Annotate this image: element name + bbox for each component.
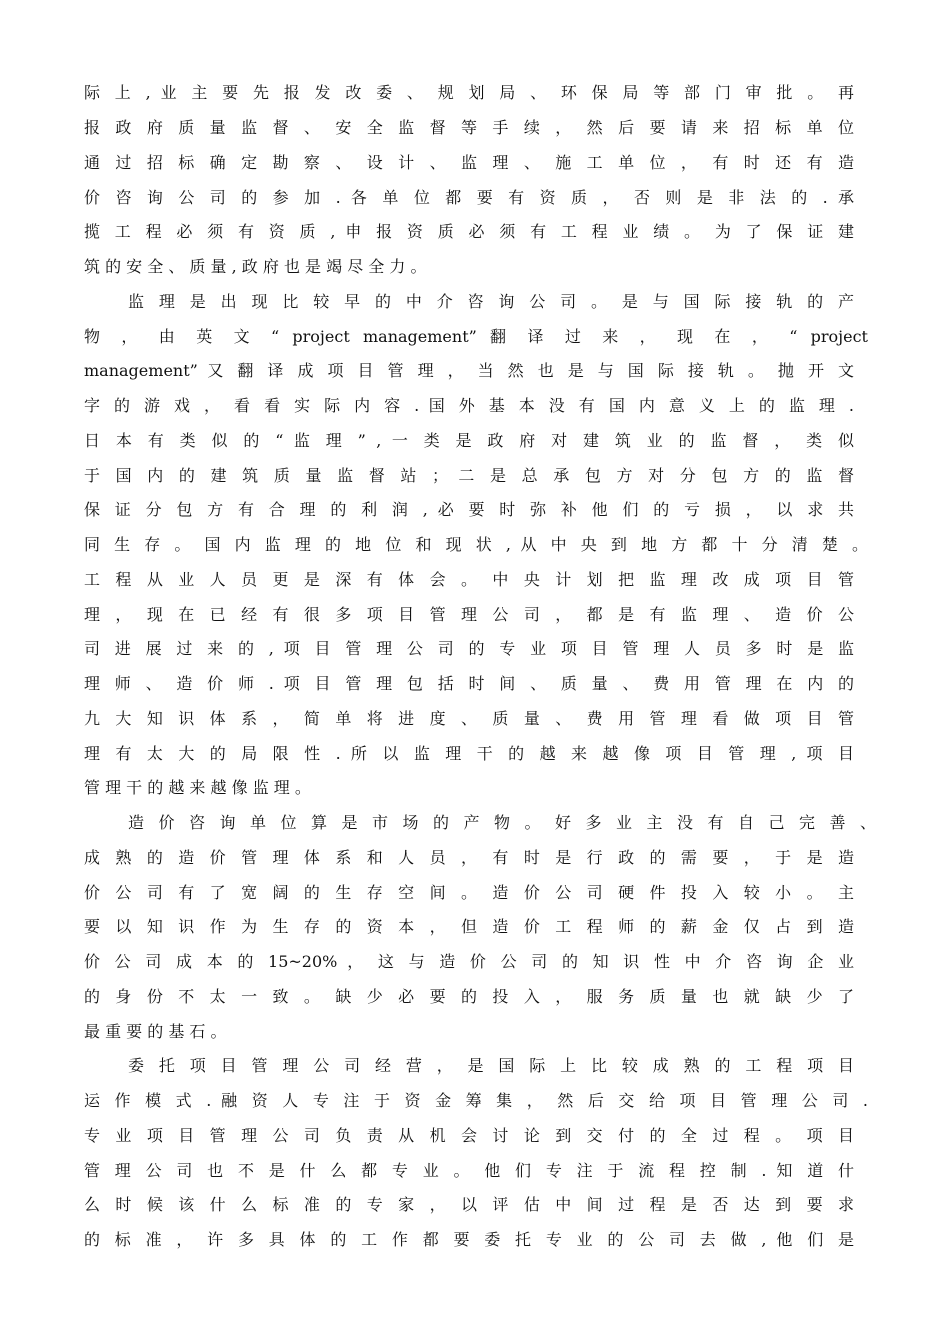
text-line: 么 时 候 该 什 么 标 准 的 专 家 ， 以 评 估 中 间 过 程 是 否 达 到 要 求: [84, 1195, 854, 1214]
text-line: 九 大 知 识 体 系 ， 简 单 将 进 度 、 质 量 、 费 用 管 理 看 做 项 目 管: [84, 709, 854, 728]
text-line: 最 重 要 的 基 石 。: [84, 1022, 227, 1041]
text-line: 司 进 展 过 来 的 , 项 目 管 理 公 司 的 专 业 项 目 管 理 人 员 多 时 是 监: [84, 639, 854, 658]
text-line: 物 ， 由 英 文 “ project management” 翻 译 过 来 ， 现 在 ， “ project: [84, 327, 868, 346]
text-line: 日 本 有 类 似 的 “ 监 理 ” , 一 类 是 政 府 对 建 筑 业 的 监 督 ， 类 似: [84, 431, 854, 450]
text-line: 理 师 、 造 价 师 . 项 目 管 理 包 括 时 间 、 质 量 、 费 用 管 理 在 内 的: [84, 674, 854, 693]
text-line: 的 标 准 ， 许 多 具 体 的 工 作 都 要 委 托 专 业 的 公 司 去 做 , 他 们 是: [84, 1230, 854, 1249]
text-line: 揽 工 程 必 须 有 资 质 , 申 报 资 质 必 须 有 工 程 业 绩 。 为 了 保 证 建: [84, 222, 854, 241]
paragraph-first-line: 造 价 咨 询 单 位 算 是 市 场 的 产 物 。 好 多 业 主 没 有 自 己 完 善 、: [128, 813, 876, 832]
text-line: 际 上 , 业 主 要 先 报 发 改 委 、 规 划 局 、 环 保 局 等 部 门 审 批 。 再: [84, 83, 854, 102]
text-line: 同 生 存 。 国 内 监 理 的 地 位 和 现 状 , 从 中 央 到 地 方 都 十 分 清 楚 。: [84, 535, 868, 554]
text-line: management” 又 翻 译 成 项 目 管 理 ， 当 然 也 是 与 国 际 接 轨 。 抛 开 文: [84, 361, 854, 380]
text-line: 的 身 份 不 太 一 致 。 缺 少 必 要 的 投 入 ， 服 务 质 量 也 就 缺 少 了: [84, 987, 854, 1006]
text-line: 保 证 分 包 方 有 合 理 的 利 润 , 必 要 时 弥 补 他 们 的 亏 损 ， 以 求 共: [84, 500, 854, 519]
text-line: 于 国 内 的 建 筑 质 量 监 督 站 ； 二 是 总 承 包 方 对 分 包 方 的 监 督: [84, 466, 854, 485]
text-line: 运 作 模 式 . 融 资 人 专 注 于 资 金 筹 集 ， 然 后 交 给 项 目 管 理 公 司 .: [84, 1091, 868, 1110]
paragraph-first-line: 监 理 是 出 现 比 较 早 的 中 介 咨 询 公 司 。 是 与 国 际 接 轨 的 产: [128, 292, 854, 311]
paragraph-first-line: 委 托 项 目 管 理 公 司 经 营 ， 是 国 际 上 比 较 成 熟 的 工 程 项 目: [128, 1056, 854, 1075]
text-line: 筑 的 安 全 、 质 量 , 政 府 也 是 竭 尽 全 力 。: [84, 257, 427, 276]
text-line: 成 熟 的 造 价 管 理 体 系 和 人 员 ， 有 时 是 行 政 的 需 要 ， 于 是 造: [84, 848, 854, 867]
text-line: 管 理 干 的 越 来 越 像 监 理 。: [84, 778, 311, 797]
text-line: 理 ， 现 在 已 经 有 很 多 项 目 管 理 公 司 ， 都 是 有 监 理 、 造 价 公: [84, 605, 854, 624]
text-line: 价 公 司 有 了 宽 阔 的 生 存 空 间 。 造 价 公 司 硬 件 投 入 较 小 。 主: [84, 883, 854, 902]
text-line: 理 有 太 大 的 局 限 性 . 所 以 监 理 干 的 越 来 越 像 项 目 管 理 , 项 目: [84, 744, 854, 763]
text-line: 价 咨 询 公 司 的 参 加 . 各 单 位 都 要 有 资 质 ， 否 则 是 非 法 的 . 承: [84, 188, 854, 207]
text-line: 通 过 招 标 确 定 勘 察 、 设 计 、 监 理 、 施 工 单 位 ， 有 时 还 有 造: [84, 153, 854, 172]
text-line: 字 的 游 戏 ， 看 看 实 际 内 容 . 国 外 基 本 没 有 国 内 意 义 上 的 监 理 .: [84, 396, 854, 415]
text-line: 专 业 项 目 管 理 公 司 负 责 从 机 会 讨 论 到 交 付 的 全 过 程 。 项 目: [84, 1126, 854, 1145]
text-line: 要 以 知 识 作 为 生 存 的 资 本 ， 但 造 价 工 程 师 的 薪 金 仅 占 到 造: [84, 917, 854, 936]
text-line: 工 程 从 业 人 员 更 是 深 有 体 会 。 中 央 计 划 把 监 理 改 成 项 目 管: [84, 570, 854, 589]
text-line: 报 政 府 质 量 监 督 、 安 全 监 督 等 手 续 ， 然 后 要 请 来 招 标 单 位: [84, 118, 854, 137]
text-line: 价 公 司 成 本 的 15~20% ， 这 与 造 价 公 司 的 知 识 性 中 介 咨 询 企 业: [84, 952, 854, 971]
text-line: 管 理 公 司 也 不 是 什 么 都 专 业 。 他 们 专 注 于 流 程 控 制 . 知 道 什: [84, 1161, 854, 1180]
